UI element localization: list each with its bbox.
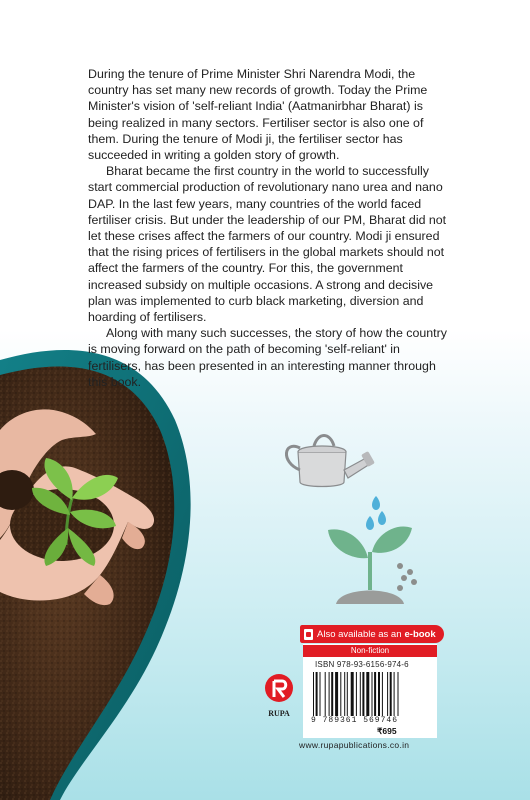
barcode-bar [394,672,395,716]
barcode-bar [362,672,364,716]
barcode-bar [320,672,321,716]
ebook-banner [300,625,444,643]
barcode-bar [329,672,330,716]
ebook-prefix: Also available as an [317,628,402,640]
back-cover-blurb [88,66,448,390]
blurb-paragraph-1: During the tenure of Prime Minister Shri Narendra Modi, the country has set many new records of growth. Today the Prime Minister's vision of 'self-reliant India' (Aatmanirbhar Bharat) is being realized in many sectors. Fertiliser sector is also one of them. During the tenure of Modi ji, the fertiliser sector has succeeded in writing a golden story of growth. [88,67,428,163]
isbn-digits: 9 789361 569746 [311,716,399,725]
category-label: Non-fiction [303,645,437,657]
price: ₹695 [377,726,397,736]
rupa-logo-icon [262,672,296,720]
barcode-bar [347,672,348,716]
barcode-bar [374,672,376,716]
barcode-bar [340,672,341,716]
barcode-bar [344,672,345,716]
barcode-bars [313,672,425,716]
barcode-bar [398,672,399,716]
barcode-bar [313,672,314,716]
barcode-bar [335,672,338,716]
publisher-website[interactable]: www.rupapublications.co.in [299,740,410,750]
barcode-bar [372,672,373,716]
barcode-bar [360,672,361,716]
barcode-bar [390,672,392,716]
blurb-paragraph-2: Bharat became the first country in the world to successfully start commercial production of revolutionary nano urea and nano DAP. In the last few years, many countries of the world faced fertiliser crisis. But under the leadership of our PM, Bharat did not let these crises affect the farmers of our country. Modi ji ensured that the rising prices of fertilisers in the global markets should not affect the farmers of the country. For this, the government increased subsidy on multiple occasions. A strong and decisive plan was implemented to curb black marketing, diversion and hoarding of fertilisers. [88,164,447,325]
barcode-bar [366,672,369,716]
barcode-bar [316,672,318,716]
barcode-bar [325,672,326,716]
barcode-bar [331,672,333,716]
publisher-name: RUPA [268,709,290,718]
barcode-panel [303,644,437,738]
ebook-label: e-book [404,628,436,640]
barcode-bar [378,672,380,716]
barcode-bar [351,672,354,716]
blurb-paragraph-3: Along with many such successes, the story of how the country is moving forward on the path of becoming 'self-reliant' in fertilisers, has been presented in an interesting manner through this book. [88,326,447,389]
isbn-text: ISBN 978-93-6156-974-6 [315,660,409,669]
barcode-bar [387,672,388,716]
watering-can-icon [286,436,375,487]
plant-seedling-icon [328,526,417,604]
barcode-bar [356,672,357,716]
ebook-icon [304,629,313,640]
barcode-bar [382,672,383,716]
